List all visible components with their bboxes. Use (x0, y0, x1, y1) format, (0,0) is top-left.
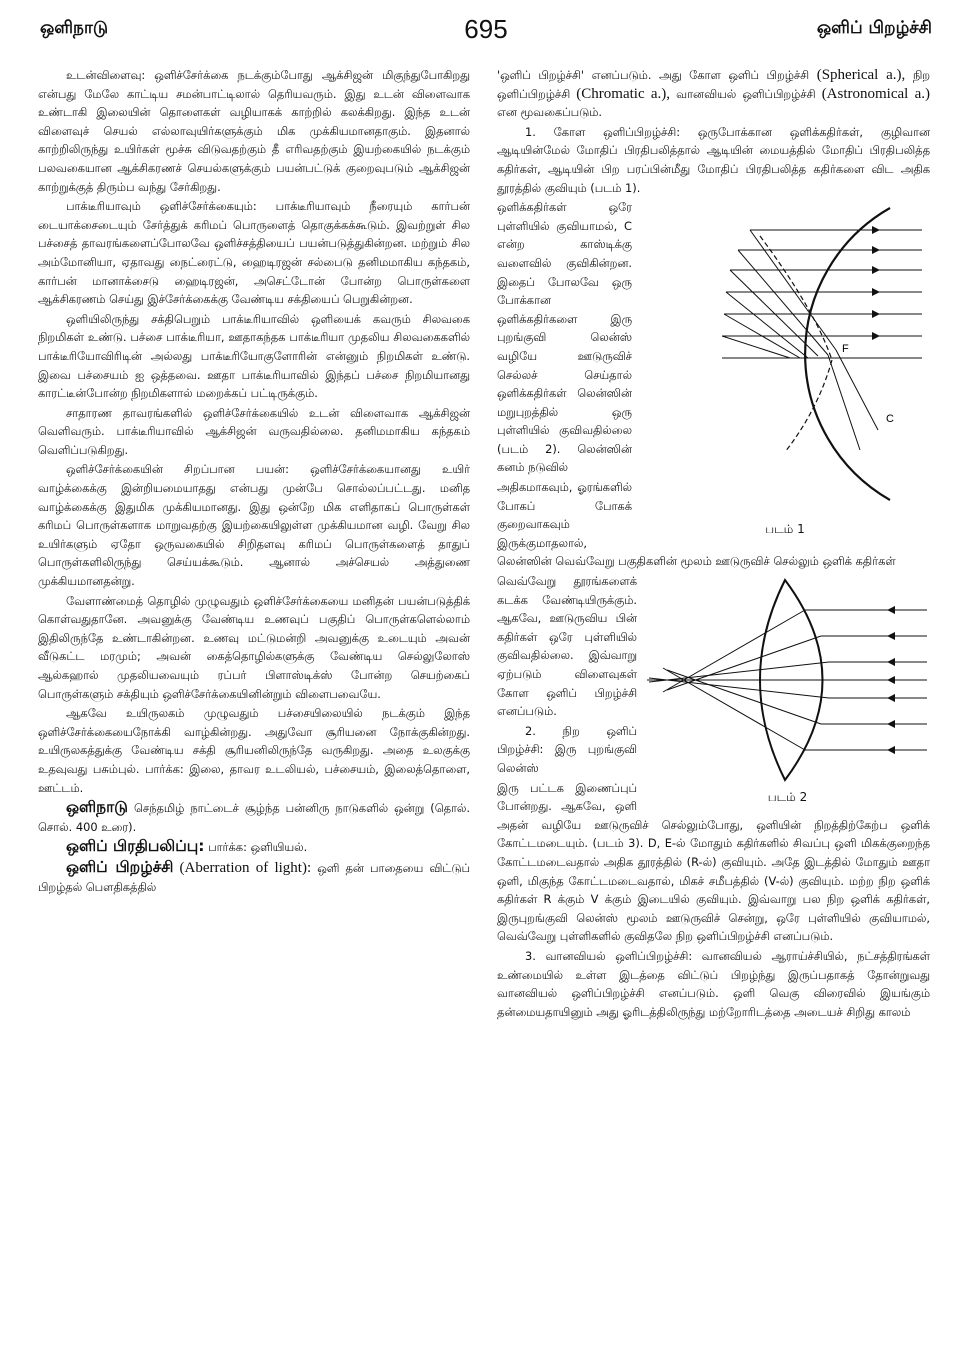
paragraph: உடன்விளைவு: ஒளிச்சேர்க்கை நடக்கும்போது ஆக்சிஜன் மிகுந்துபோகிறது என்பது மேலே காட்டிய சமன்பாட்டிலால் தெரியவரும். இது உடன் விளைவாக உண்டாகி இலையின் தொளைகள் வழியாகக் காற்றில் கலக்கிறது. இந்த உடன் விளைவுச் செயல் எல்லாவுயிர்களுக்கும் மிக முக்கியமானதாகும். இதனால் காற்றிலிருந்து உயிர்கள் மூச்சு விடுவதற்கும் தீ எரிவதற்கும் இயற்கையில் நடக்கும் பலவகையான ஆக்சிகரணச் செயல்களுக்கும் பயன்பட்டுக் குறைவுபடும் ஆக்சிஜன் காற்றுக்குத் திரும்ப வந்து சேர்கிறது. (38, 68, 470, 194)
section-1-lead: 1. கோள ஒளிப்பிறழ்ச்சி: ஒருபோக்கான ஒளிக்கதிர்கள், குழிவான ஆடியின்மேல் மோதிப் பிரதிபலித்தால் ஆடியின் மையத்தில் மோதிப் பிரதிபலித்த கதிர்கள், ஆடியின் பிற பரப்பின்மீது மோதிப் பிரதிபலித்த கதிர்களை விட அதிக தூரத்தில் குவியும் (படம் 1). (497, 124, 930, 195)
section-2-body: இரு பட்டக இணைப்புப் போன்றது. ஆகவே, ஒளி அதன் வழியே ஊடுருவிச் செல்லும்போது, ஒளியின் நிறத்திற்கேற்ப ஒளிக் கோட்டமடையும். (படம் 3). D, E-ல் மோதும் கதிர்களில் சிவப்பு ஒளி மிகக்குறைந்த கோட்டமடைவதால் அதிக தூரத்தில் (R-ல்) குவியும். அதே இடத்தில் மோதும் ஊதா ஒளி, மிகுந்த கோட்டமடைவதால், மிகச் சமீபத்தில் (V-ல்) குவியும். மற்ற நிற ஒளிக் கதிர்கள் R க்கும் V க்கும் இடையில் குவியும். இவ்வாறு பல நிற ஒளிக் கதிர்கள், இருபுறங்குவி லென்ஸ் மூலம் ஊடுருவிச் சென்று, ஒரே புள்ளியில் குவியாமல், வெவ்வேறு புள்ளிகளில் குவிதலே நிற ஒளிப்பிறழ்ச்சி எனப்படும். (497, 780, 930, 944)
entry-olinadu (38, 798, 470, 836)
header-right-title: ஒளிப் பிறழ்ச்சி (816, 18, 932, 38)
section-2-lead: 2. நிற ஒளிப் பிறழ்ச்சி: இரு புறங்குவி லென்ஸ் (497, 723, 637, 775)
reflected-rays (722, 230, 878, 450)
section-3-body: 3. வானவியல் ஒளிப்பிறழ்ச்சி: வானவியல் ஆராய்ச்சியில், நட்சத்திரங்கள் உண்மையில் உள்ள இடத்தை விட்டுப் பிறழ்ந்து இருப்பதாகத் தோன்றுவது வானவியல் ஒளிப்பிறழ்ச்சி எனப்படும். ஒளி வெகு விரைவில் இயங்கும் தன்மையதாயினும் அது ஓரிடத்திலிருந்து மற்றோரிடத்தை அடையச் சிறிது காலம் (497, 948, 930, 1019)
entry-heading: ஒளிப் பிரதிபலிப்பு: (66, 837, 205, 856)
figure-2-convex-lens (645, 574, 930, 806)
right-column (497, 66, 930, 1022)
refracted-rays (647, 610, 831, 750)
header-left-title: ஒளிநாடு (40, 18, 108, 38)
intro-text: நிற ஒளிப்பிறழ்ச்சி (497, 68, 931, 101)
entry-text: ஒளி தன் பாதையை விட்டுப் பிறழ்தல் பௌதிகத்தில் (38, 860, 470, 894)
left-column (38, 66, 470, 897)
caustic-label: C (886, 413, 894, 426)
intro-text: என மூவகைப்படும். (497, 105, 603, 120)
entry-heading: ஒளிநாடு (66, 798, 128, 817)
aberration-intro (497, 66, 930, 122)
latin-term-chromatic: (Chromatic a.), (576, 85, 671, 102)
entry-reflection (38, 837, 470, 857)
entry-text: செந்தமிழ் நாட்டைச் சூழ்ந்த பன்னிரு நாடுகளில் ஒன்று (தொல். சொல். 400 உரை). (38, 801, 471, 834)
paragraph: ஒளியிலிருந்து சக்திபெறும் பாக்டீரியாவில் ஒளியைக் கவரும் சிலவகை நிறமிகள் உண்டு. பச்சை பாக்டீரியா, ஊதாகந்தக பாக்டீரியா முதலிய சிலவகைகளில் பாக்டீரியோவிரிடின் அல்லது பாக்டீரியோகுளோரின் என்னும் நிறமிகள் உண்டு. இவை பச்சையம் ஐ ஒத்தவை. ஊதா பாக்டீரியாவில் இந்தப் பச்சை நிறமியானது காரட்டீன்போன்ற நிறமிகளால் மறைக்கப் பட்டிருக்கும். (38, 311, 470, 401)
ray-arrowheads (887, 606, 895, 754)
latin-term-astronomical: (Astronomical a.) (821, 85, 930, 102)
figure-2-caption: படம் 2 (767, 790, 808, 805)
focus-label: F (842, 343, 849, 356)
figure-1-caption: படம் 1 (765, 522, 805, 537)
entry-latin-term: (Aberration of light): (179, 859, 312, 876)
intro-text: 'ஒளிப் பிறழ்ச்சி' எனப்படும். அது கோள ஒளிப் பிறழ்ச்சி (497, 68, 810, 82)
paragraph: ஒளிச்சேர்க்கையின் சிறப்பான பயன்: ஒளிச்சேர்க்கையானது உயிர் வாழ்க்கைக்கு இன்றியமையாதது என்பது முன்பே சொல்லப்பட்டது. மனித வாழ்க்கைக்கு இதுமிக முக்கியமானது. இது ஒன்றே மிக எளிதாகப் பொருள்கள் கரிமப் பொருள்களாக மாறுவதற்கு இயற்கையிலுள்ள முக்கியமான வழி. வேறு சில உயிர்களும் ஏதோ ஒருவகையில் சிறிதளவு கரிமப் பொருள்களைத் தாதுப் பொருள்களிலிருந்து செய்யக்கூடும். ஆனால் அச்செயல் அத்துணை முக்கியமானதன்று. (38, 462, 470, 589)
latin-term-spherical: (Spherical a.), (816, 67, 906, 83)
entry-heading: ஒளிப் பிறழ்ச்சி (66, 857, 174, 876)
figure-1-concave-mirror (640, 200, 930, 540)
entry-aberration (38, 858, 470, 896)
entry-text: பார்க்க: ஒளியியல். (208, 840, 308, 855)
section-1-continued: அதிகமாகவும், ஓரங்களில் போகப் போகக் குறைவாகவும் இருக்குமாதலால், லென்ஸின் வெவ்வேறு பகுதிகளின் மூலம் ஊடுருவிச் செல்லும் ஒளிக் கதிர்கள் (497, 480, 896, 569)
caustic-curve (760, 236, 832, 452)
paragraph: ஆகவே உயிருலகம் முழுவதும் பச்சையிலையில் நடக்கும் இந்த ஒளிச்சேர்க்கையைநோக்கி வாழ்கின்றது. அதுவோ சூரியனை நோக்குகின்றது. உயிருலகத்துக்கு வேண்டிய சக்தி சூரியனிலிருந்தே வருகிறது. அதை உலகுக்கு உதவுவது பசும்புல். பார்க்க: இலை, தாவர உடலியல், பச்சையம், இலைத்தொளை, ஊட்டம். (38, 706, 470, 795)
paragraph: பாக்டீரியாவும் ஒளிச்சேர்க்கையும்: பாக்டீரியாவும் நீரையும் கார்பன் டையாக்சைடையும் சேர்த்துக் கரிமப் பொருளைத் தொகுக்கக்கூடும். இவற்றுள் சில பச்சைத் தாவரங்களைப்போலவே ஒளிச்சத்தியைப் பயன்படுத்துகின்றன. மற்றும் சில அம்மோனியா, ஏதாவது நைட்ரைட்டு, ஹைடிரஜன் சல்பைடு தனிமமாகிய கந்தகம், கார்பன் மானாக்சைடு ஹைடிரஜன், அசெட்டோன் போன்ற பொருள்களை ஆக்சிகரணம் செய்து இச்சேர்க்கைக்கு வேண்டிய சக்தியைப் பெறுகின்றன. (38, 199, 470, 307)
intro-text: வானவியல் ஒளிப்பிறழ்ச்சி (676, 86, 816, 101)
paragraph: வேளாண்மைத் தொழில் முழுவதும் ஒளிச்சேர்க்கையை மனிதன் பயன்படுத்திக் கொள்வதுதானே. அவனுக்கு வேண்டிய உணவுப் பகுதிப் பொருள்களெல்லாம் இதிலிருந்தே உண்டாகின்றன. உணவு மட்டுமன்றி அவனுக்கு உடையும் அவன் வீடுகட்ட மரமும்; அவன் கைத்தொழில்களுக்கு வேண்டிய செல்லுலோஸ் ஆல்கஹால் முதலியவையும் ரப்பர் பிளாஸ்டிக்ஸ் போன்ற செயற்கைப் பொருள்களும் சக்தியும் ஒளிச்சேர்க்கையினின்றும் விளைபவையே. (38, 593, 470, 701)
figure-1-diagram (640, 200, 930, 518)
figure-2-diagram (645, 574, 930, 786)
page-number: 695 (464, 14, 508, 44)
paragraph: சாதாரண தாவரங்களில் ஒளிச்சேர்க்கையில் உடன் விளைவாக ஆக்சிஜன் வெளிவரும். பாக்டீரியாவில் ஆக்சிஜன் வருவதில்லை. தனிமமாகிய கந்தகம் வெளிப்படுகிறது. (38, 405, 470, 457)
section-1-wrap-2: வெவ்வேறு தூரங்களைக் கடக்க வேண்டியிருக்கும். ஆகவே, ஊடுருவிய பின் கதிர்கள் ஒரே புள்ளியில் குவிவதில்லை. இவ்வாறு ஏற்படும் விளைவுகள் கோள ஒளிப் பிறழ்ச்சி எனப்படும். (497, 574, 637, 719)
incident-rays (722, 230, 922, 358)
ray-arrowheads (872, 226, 880, 340)
page-header (40, 14, 932, 48)
section-1-wrap: ஒளிக்கதிர்கள் ஒரே புள்ளியில் குவியாமல், C என்ற காஸ்டிக்கு வளைவில் குவிகின்றன. இதைப் போலவே ஒரு போக்கான ஒளிக்கதிர்களை இரு புறங்குவி லென்ஸ் வழியே ஊடுருவிச் செல்லச் செய்தால் ஒளிக்கதிர்கள் லென்ஸின் மறுபுறத்தில் ஒரு புள்ளியில் குவிவதில்லை (படம் 2). லென்ஸின் கனம் நடுவில் (497, 200, 632, 475)
